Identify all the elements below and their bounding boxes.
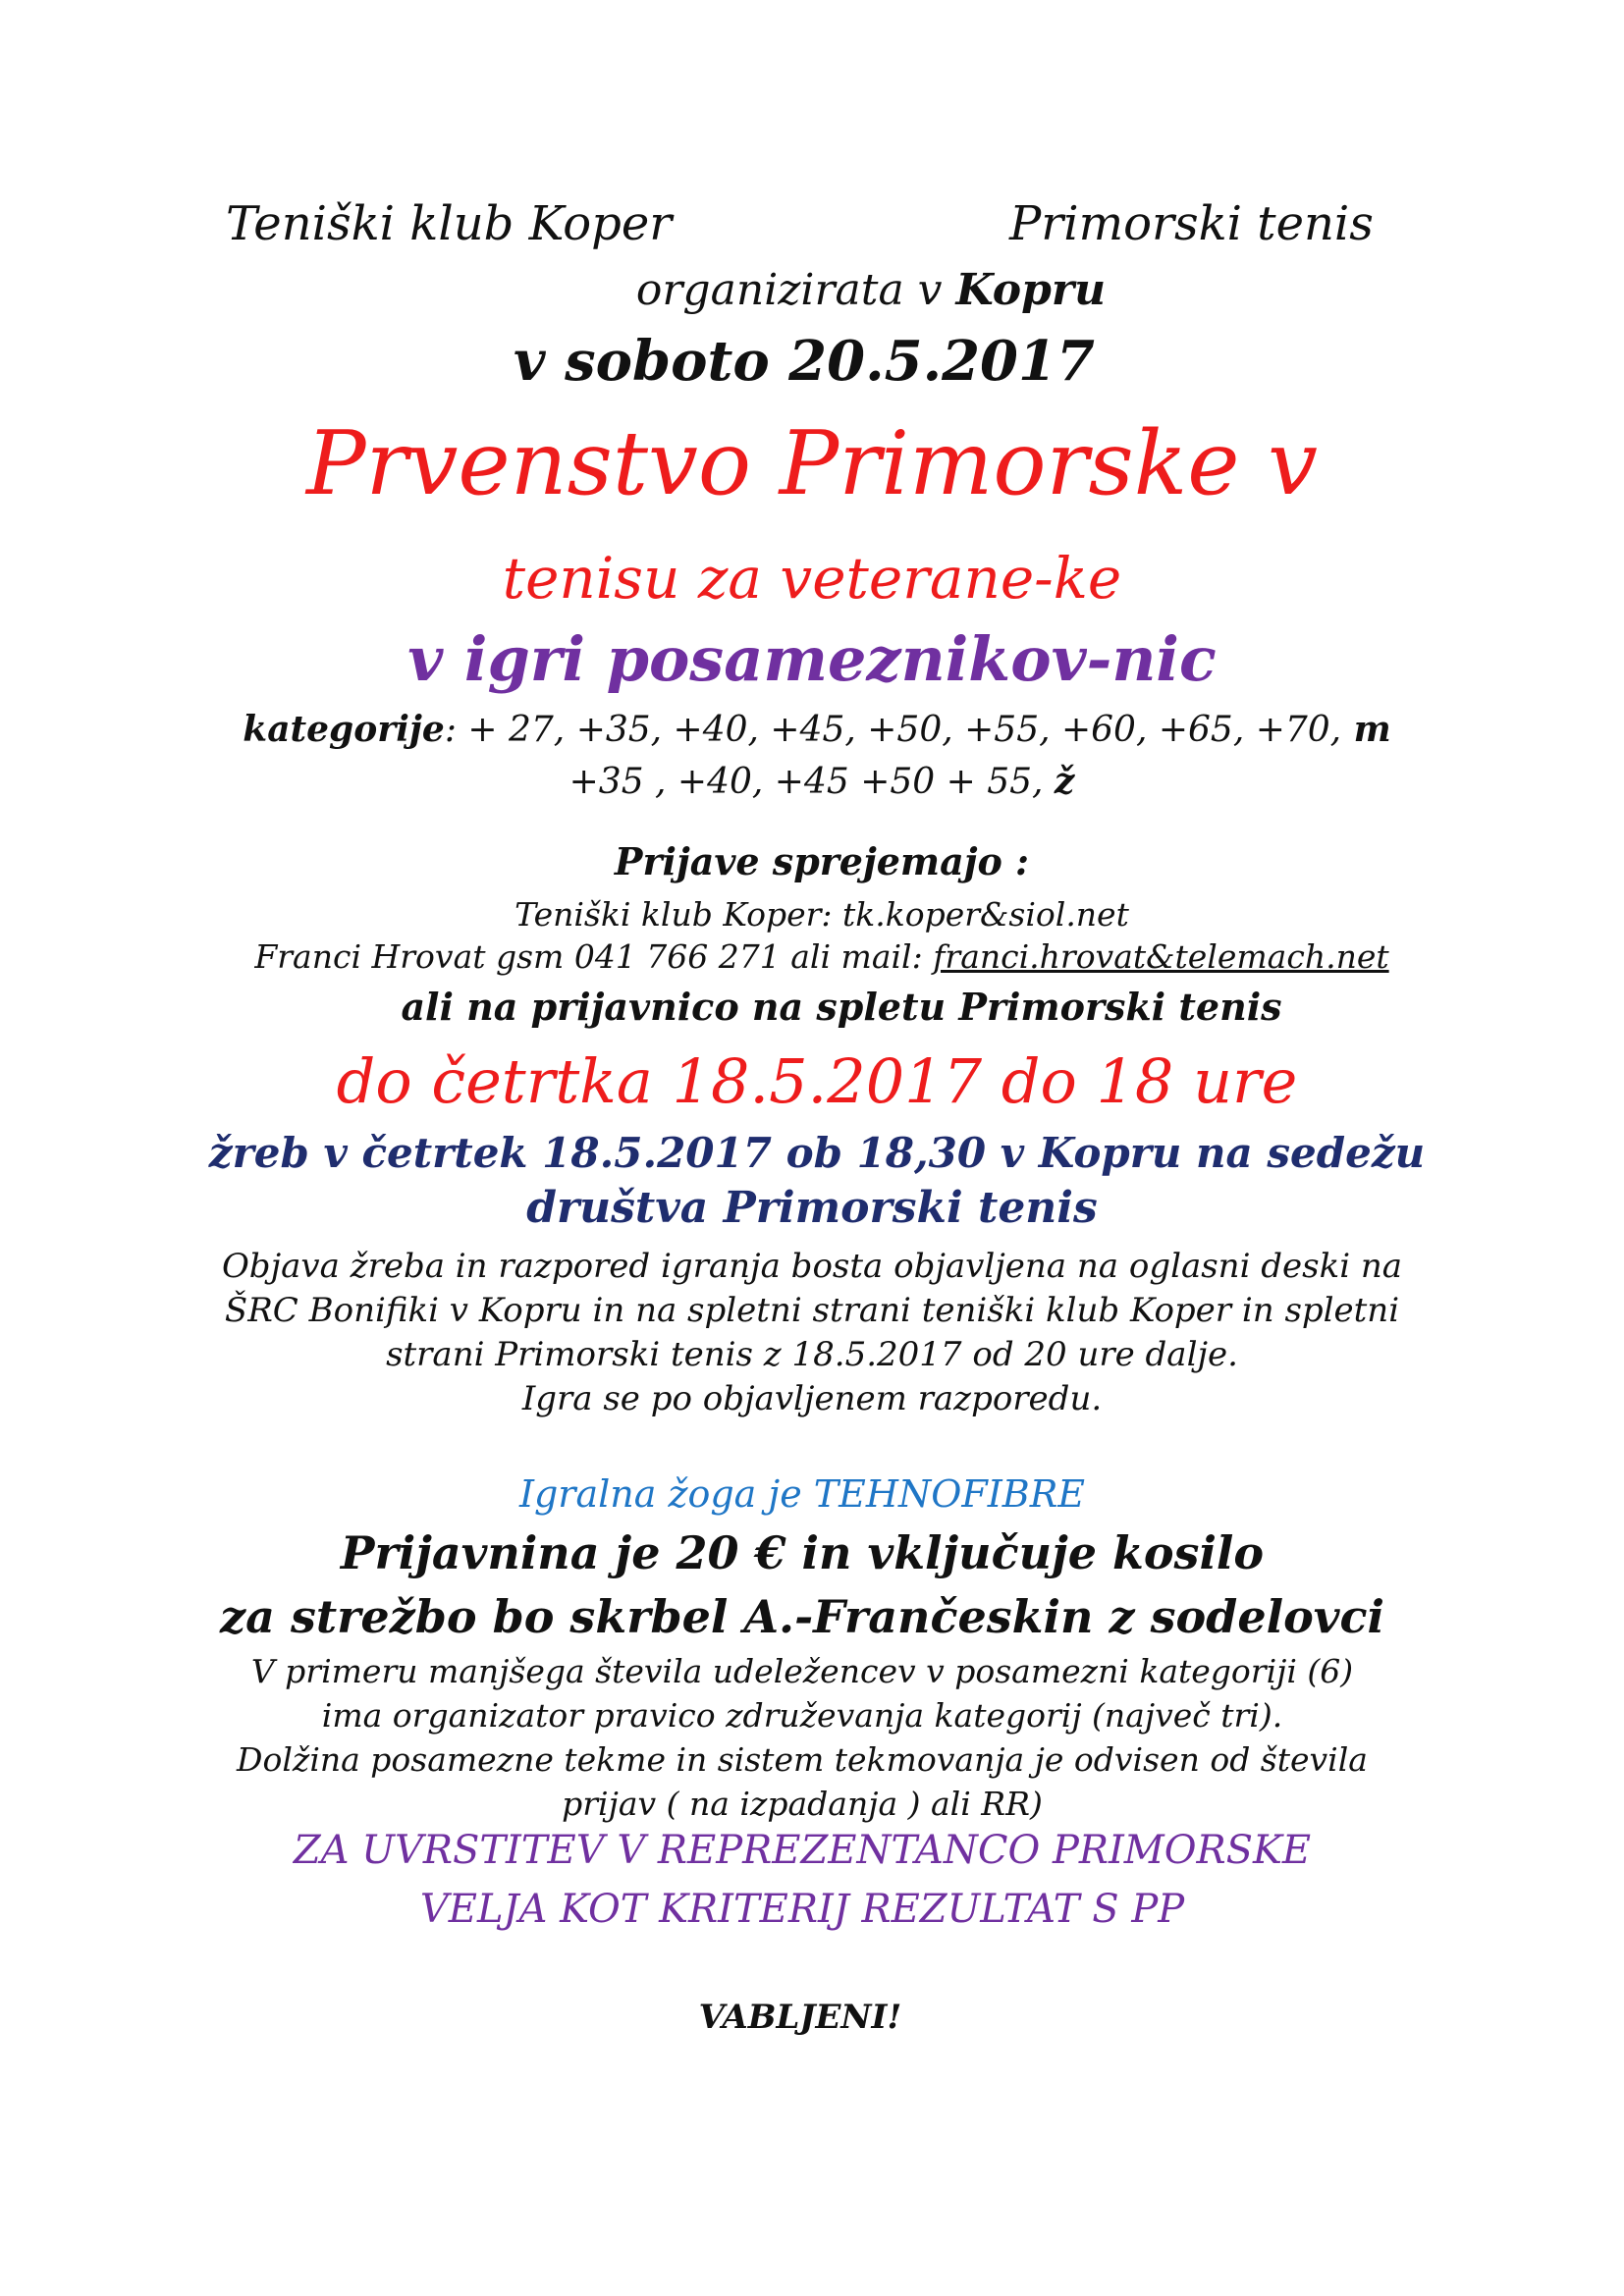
categories-women-values: +35 , +40, +45 +50 + 55, <box>568 762 1055 802</box>
registration-deadline: do četrtka 18.5.2017 do 18 ure <box>336 1045 1298 1117</box>
rules-line-4: prijav ( na izpadanja ) ali RR) <box>562 1785 1043 1823</box>
registration-heading: Prijave sprejemajo : <box>614 839 1030 883</box>
draw-line-1: žreb v četrtek 18.5.2017 ob 18,30 v Kopru na sedežu <box>208 1129 1426 1177</box>
closing-invite: VABLJENI! <box>698 1998 902 2037</box>
organizer-left: Teniški klub Koper <box>226 196 673 251</box>
criteria-line-2: VELJA KOT KRITERIJ REZULTAT S PP <box>419 1887 1185 1932</box>
draw-info-1: Objava žreba in razpored igranja bosta objavljena na oglasni deski na <box>221 1247 1403 1286</box>
registration-email-link[interactable]: franci.hrovat&telemach.net <box>933 937 1389 976</box>
catering-info: za strežbo bo skrbel A.-Frančeskin z sodelovci <box>220 1590 1384 1643</box>
draw-info-2: ŠRC Bonifiki v Kopru in na spletni strani teniški klub Koper in spletni <box>224 1291 1400 1330</box>
event-title: Prvenstvo Primorske v <box>306 412 1318 515</box>
draw-info-4: Igra se po objavljenem razporedu. <box>521 1379 1103 1418</box>
registration-person-prefix: Franci Hrovat gsm 041 766 271 ali mail: <box>254 937 934 976</box>
fee-info: Prijavnina je 20 € in vključuje kosilo <box>340 1526 1265 1579</box>
registration-person-contact <box>10 937 1624 976</box>
registration-club-contact: Teniški klub Koper: tk.koper&siol.net <box>514 895 1129 934</box>
categories-women <box>10 761 1624 802</box>
draw-info-3: strani Primorski tenis z 18.5.2017 od 20 ure dalje. <box>386 1335 1238 1374</box>
event-subtitle: tenisu za veterane-ke <box>502 545 1122 612</box>
categories-men <box>5 709 1624 750</box>
organize-prefix: organizirata v <box>635 265 956 315</box>
criteria-line-1: ZA UVRSTITEV V REPREZENTANCO PRIMORSKE <box>293 1828 1312 1873</box>
categories-men-suffix: m <box>1341 709 1391 750</box>
categories-men-values: : + 27, +35, +40, +45, +50, +55, +60, +65, +70, <box>444 710 1342 750</box>
rules-line-1: V primeru manjšega števila udeležencev v posamezni kategoriji (6) <box>250 1652 1354 1690</box>
categories-women-suffix: ž <box>1054 761 1075 802</box>
registration-online: ali na prijavnico na spletu Primorski tenis <box>401 985 1282 1029</box>
rules-line-2: ima organizator pravico združevanja kategorij (največ tri). <box>321 1696 1283 1735</box>
organize-line <box>59 265 1624 315</box>
draw-line-2: društva Primorski tenis <box>526 1183 1098 1233</box>
event-discipline: v igri posameznikov-nic <box>407 623 1217 695</box>
organize-city: Kopru <box>955 265 1107 315</box>
ball-info: Igralna žoga je TEHNOFIBRE <box>518 1472 1086 1516</box>
rules-line-3: Dolžina posamezne tekme in sistem tekmovanja je odvisen od števila <box>237 1740 1368 1779</box>
organizer-right: Primorski tenis <box>1009 196 1374 251</box>
event-date: v soboto 20.5.2017 <box>514 329 1095 394</box>
categories-label: kategorije <box>243 709 445 750</box>
